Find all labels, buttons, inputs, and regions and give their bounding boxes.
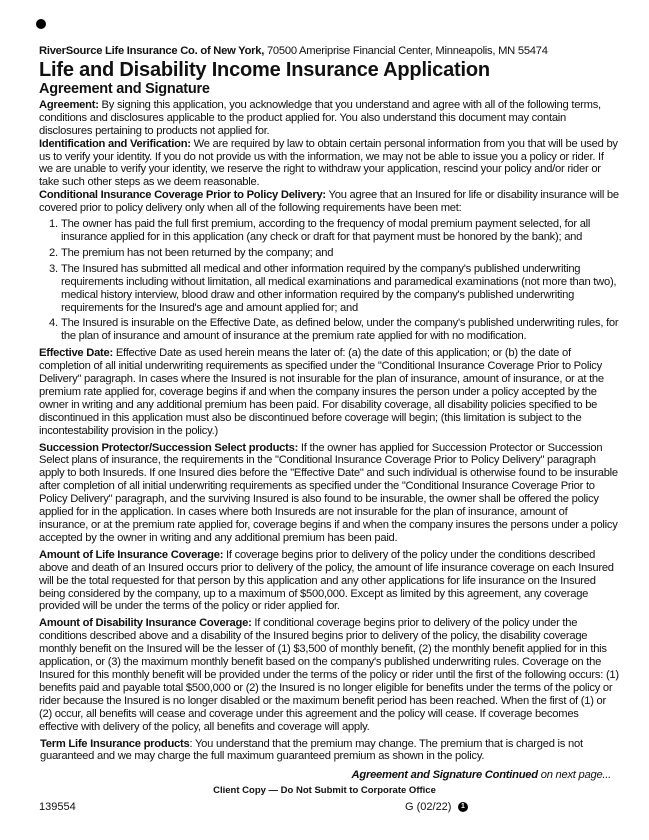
list-item: [49, 247, 619, 260]
disability-coverage-text: If conditional coverage begins prior to delivery of the policy under the conditions described above and a disability of the Insured begins prior to delivery of the policy, the disability coverage monthly benefit on the Insured will be the lesser of (1) $3,500 of monthly benefit, (2) the monthly benefit applied for in this application, or (3) the maximum monthly benefit based on the company's published underwriting rules. Coverage on the Insured for this monthly benefit will be provided under the terms of the policy or rider until the first of the following occurs: (1) benefits paid and payable total $500,000 or (2) the Insured is no longer eligible for benefits under the terms of the policy or rider because the Insured is no longer disabled or the maximum benefit period has been reached. When the first of (1) or (2) occur, all benefits will cease and coverage under this agreement and the policy will cease. If coverage becomes effective with delivery of the policy, all benefits and coverage will apply.: [39, 617, 619, 733]
life-coverage-text: If coverage begins prior to delivery of the policy under the conditions described above and death of an Insured occurs prior to delivery of the policy, the amount of life insurance coverage on each Insured will be the total requested for that person by this application and any other applications for life insurance on the Insured being considered by the company, up to a maximum of $500,000. Except as limited by this agreement, any coverage provided will be under the terms of the policy or rider applied for.: [39, 548, 614, 613]
conditional-text: You agree that an Insured for life or disability insurance will be covered prior to policy delivery only when all of the following requirements have been met:: [39, 189, 619, 215]
list-text: The Insured is insurable on the Effective Date, as defined below, under the company's published underwriting rules, for the plan of insurance and amount of insurance at the premium rate applied for with no modification.: [61, 317, 619, 343]
form-number: 139554: [39, 801, 76, 813]
term-life-text: : You understand that the premium may change. The premium that is charged is not guaranteed and we may charge the full maximum guaranteed premium as shown in the policy.: [40, 737, 583, 763]
agreement-text: By signing this application, you acknowledge that you understand and agree with all of the following terms, conditions and disclosures applicable to the product applied for. You also understand this document may contain disclosures pertaining to products not applied for.: [39, 98, 601, 137]
list-number: 3.: [49, 262, 58, 275]
term-life-label: Term Life Insurance products: [40, 737, 190, 750]
disability-coverage-paragraph: [39, 617, 619, 733]
list-item: [49, 263, 619, 315]
company-line: [39, 45, 619, 58]
life-coverage-label: Amount of Life Insurance Coverage:: [39, 548, 224, 561]
identification-label: Identification and Verification:: [39, 137, 191, 150]
effective-date-label: Effective Date:: [39, 347, 113, 360]
requirements-list: [49, 218, 619, 343]
list-number: 2.: [49, 246, 58, 259]
identification-paragraph: [39, 138, 619, 190]
list-number: 4.: [49, 317, 58, 330]
list-number: 1.: [49, 218, 58, 231]
registration-mark-icon: [36, 19, 46, 29]
term-life-paragraph: [39, 738, 619, 764]
identification-text: We are required by law to obtain certain personal information from you that will be used by us to verify your identity. If you do not provide us with the information, we may not be able to issue you a policy or rider. If we are unable to verify your identity, we reserve the right to withdraw your application, rescind your policy and/or rider or take such other steps as we deem reasonable.: [39, 137, 618, 189]
list-item: [49, 218, 619, 244]
succession-label: Succession Protector/Succession Select products:: [39, 441, 299, 454]
agreement-label: Agreement:: [39, 98, 99, 111]
document-body: [39, 45, 619, 763]
list-text: The premium has not been returned by the company; and: [61, 246, 334, 259]
agreement-paragraph: [39, 99, 619, 138]
continued-note: [352, 769, 611, 781]
company-address: 70500 Ameriprise Financial Center, Minneapolis, MN 55474: [264, 45, 548, 57]
succession-text: If the owner has applied for Succession Protector or Succession Select plans of insurance, the requirements in the "Conditional Insurance Coverage Prior to Policy Delivery" paragraph apply to both Insureds. If one Insured dies before the "Effective Date" and such individual is otherwise found to be insurable after completion of all initial underwriting requirements as specified under the "Conditional Insurance Coverage Prior to Policy Delivery" paragraph, and the surviving Insured is also found to be insurable, the owner shall be offered the policy applied for in the application. In cases where both Insureds are not insurable for the plan of insurance, amount of insurance, or at the premium rate applied for, coverage begins if and when the company insures the persons under a policy accepted by the owner in writing and any additional premium has been paid.: [39, 441, 618, 544]
effective-date-text: Effective Date as used herein means the later of: (a) the date of this application; or (b) the date of completion of all initial underwriting requirements as specified under the "Conditional Insurance Coverage Prior to Policy Delivery" paragraph. In cases where the Insured is not insurable for the plan of insurance, amount of insurance, or at the premium rate applied for, coverage begins if and when the company insures the person under a policy accepted by the owner in writing and any additional premium has been paid. For disability coverage, all disability policies specified to be discontinued in this application must also be discontinued before coverage will begin; (this limitation is subject to the incontestability provision in the policy.): [39, 347, 604, 437]
continued-bold: Agreement and Signature Continued: [351, 769, 538, 781]
disability-coverage-label: Amount of Disability Insurance Coverage:: [39, 617, 252, 630]
list-text: The Insured has submitted all medical and other information required by the company's published underwriting requirements including without limitation, all medical examinations and paramedical examinations (not more than two), medical history interview, blood draw and other information required by the company's published underwriting requirements for the Insured's age and amount applied for; and: [61, 262, 617, 314]
conditional-label: Conditional Insurance Coverage Prior to Policy Delivery:: [39, 189, 326, 202]
continued-rest: on next page...: [537, 769, 611, 781]
life-coverage-paragraph: [39, 549, 619, 614]
page-number-icon: 1: [458, 802, 468, 812]
page-title: Life and Disability Income Insurance Application: [39, 58, 490, 81]
list-text: The owner has paid the full first premium, according to the frequency of modal premium payment selected, for all insurance applied for in this application (any check or draft for that payment must be honored by the bank); and: [61, 218, 591, 243]
succession-paragraph: [39, 442, 619, 545]
company-name: RiverSource Life Insurance Co. of New York,: [39, 45, 265, 57]
section-title: Agreement and Signature: [39, 80, 210, 97]
list-item: [49, 317, 619, 343]
form-version: G (02/22): [405, 801, 452, 813]
conditional-paragraph: [39, 189, 619, 215]
client-copy-notice: Client Copy — Do Not Submit to Corporate Office: [213, 785, 436, 796]
effective-date-paragraph: [39, 347, 619, 437]
